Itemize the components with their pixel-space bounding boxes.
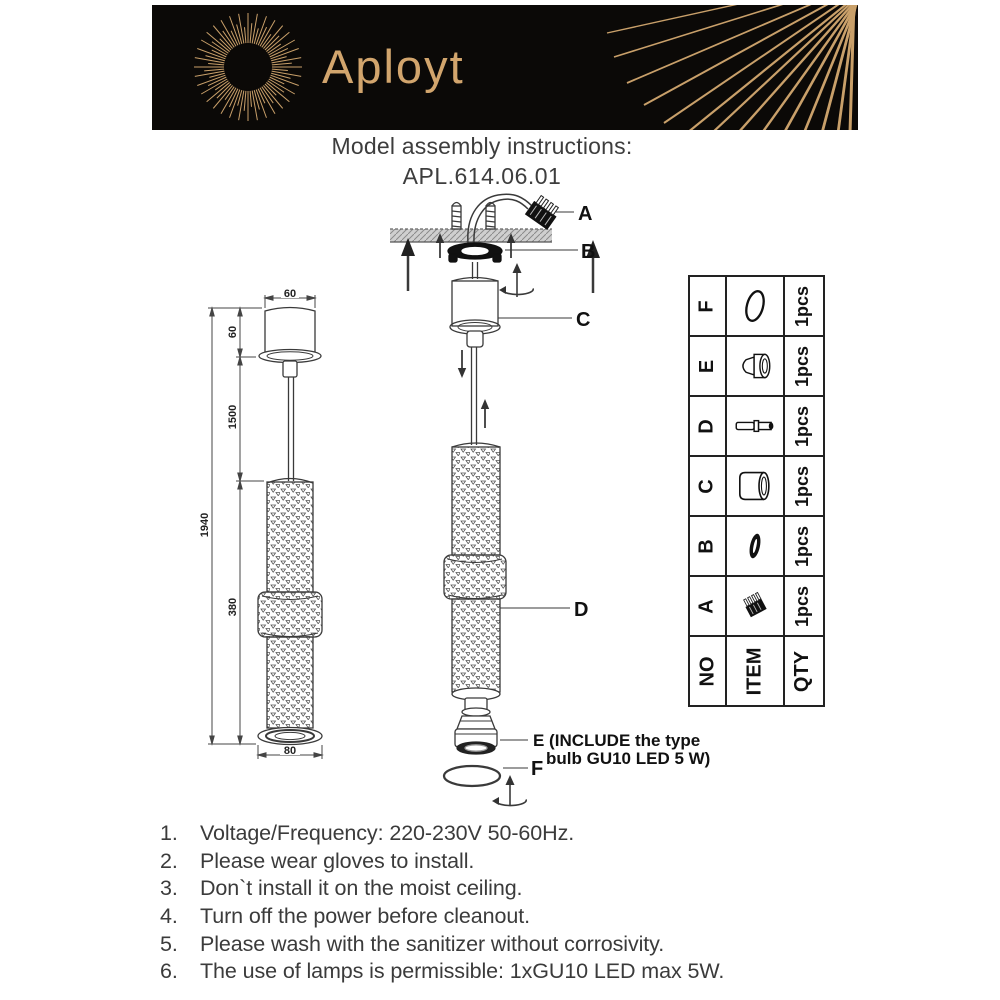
instruction-number: 4. (160, 904, 178, 929)
instruction-number: 2. (160, 848, 178, 873)
part-qty: 1pcs (792, 405, 813, 447)
decor-ring-icon (730, 281, 780, 331)
label-a: A (578, 203, 593, 225)
table-row (690, 337, 823, 397)
side-view-drawing (258, 308, 322, 745)
dim-canopy-height: 60 (227, 325, 239, 339)
part-qty: 1pcs (792, 285, 813, 327)
part-qty: 1pcs (792, 465, 813, 507)
instruction-number: 6. (160, 959, 178, 984)
label-d: D (574, 599, 589, 621)
table-row (690, 517, 823, 577)
canopy-cup (450, 278, 500, 348)
dim-cord-length: 1500 (227, 404, 239, 430)
lamp-holder-icon (730, 341, 780, 391)
connector-rod-icon (730, 401, 780, 451)
instruction-number: 5. (160, 931, 178, 956)
brand-logo-text: Aployt (322, 40, 465, 93)
shade-drawing (444, 443, 506, 700)
table-header-row (690, 637, 823, 705)
part-letter: C (695, 478, 718, 494)
rotate-arrow-icon (499, 263, 533, 297)
instructions-list (160, 820, 724, 986)
part-labels (531, 203, 710, 780)
instruction-number: 3. (160, 876, 178, 901)
instruction-item (160, 875, 724, 903)
up-arrow-icon (401, 238, 415, 291)
instruction-item (160, 903, 724, 931)
terminal-block-icon (526, 194, 561, 229)
leader-lines (498, 212, 578, 768)
table-row (690, 577, 823, 637)
part-qty: 1pcs (792, 525, 813, 567)
col-qty-header: QTY (791, 650, 814, 692)
part-letter: F (696, 299, 718, 313)
instruction-text: Voltage/Frequency: 220-230V 50-60Hz. (200, 821, 575, 846)
sunburst-center (225, 44, 271, 90)
dim-overall-height: 1940 (199, 512, 211, 538)
title-block (152, 133, 812, 190)
brand-banner (152, 5, 858, 130)
instruction-item (160, 848, 724, 876)
label-e-note-line1: E (INCLUDE the type (533, 731, 701, 750)
decor-ring-drawing (444, 766, 500, 786)
label-b: B (581, 241, 596, 263)
instruction-number: 1. (160, 821, 178, 846)
terminal-block-icon (730, 581, 780, 631)
part-letter: E (696, 359, 718, 373)
instruction-item (160, 820, 724, 848)
instruction-text: The use of lamps is permissible: 1xGU10 LED max 5W. (200, 959, 725, 984)
assembly-view-drawing (390, 194, 600, 806)
instruction-text: Don`t install it on the moist ceiling. (200, 876, 523, 901)
label-c: C (576, 309, 591, 331)
instruction-item (160, 930, 724, 958)
canopy-cup-icon (730, 461, 780, 511)
down-arrow-icon (458, 350, 466, 378)
instruction-text: Please wear gloves to install. (200, 848, 475, 873)
dim-canopy-width: 60 (283, 288, 297, 300)
instruction-text: Please wash with the sanitizer without corrosivity. (200, 931, 665, 956)
col-no-header: NO (696, 656, 718, 686)
lamp-holder-drawing (455, 698, 497, 754)
page-title: Model assembly instructions: (331, 133, 633, 159)
part-letter: B (695, 538, 718, 554)
parts-table (688, 275, 825, 707)
dim-shade-height: 380 (227, 597, 239, 617)
up-arrow-icon (481, 399, 489, 428)
ceiling-anchor-icon (452, 203, 461, 230)
part-qty: 1pcs (792, 345, 813, 387)
part-letter: D (695, 418, 718, 434)
banner-decor (152, 5, 858, 130)
table-row (690, 277, 823, 337)
table-row (690, 397, 823, 457)
table-row (690, 457, 823, 517)
mount-disc-icon (730, 521, 780, 571)
dim-bottom-width: 80 (283, 745, 297, 757)
ray-fan-icon (607, 5, 858, 130)
part-qty: 1pcs (792, 585, 813, 627)
instruction-text: Turn off the power before cleanout. (200, 904, 530, 929)
label-f: F (531, 758, 544, 780)
model-number: APL.614.06.01 (402, 163, 562, 189)
instruction-item (160, 958, 724, 986)
part-letter: A (695, 598, 718, 614)
label-e-note-line2: bulb GU10 LED 5 W) (546, 749, 711, 768)
col-item-header: ITEM (743, 647, 766, 695)
mount-ring-icon (448, 243, 502, 262)
